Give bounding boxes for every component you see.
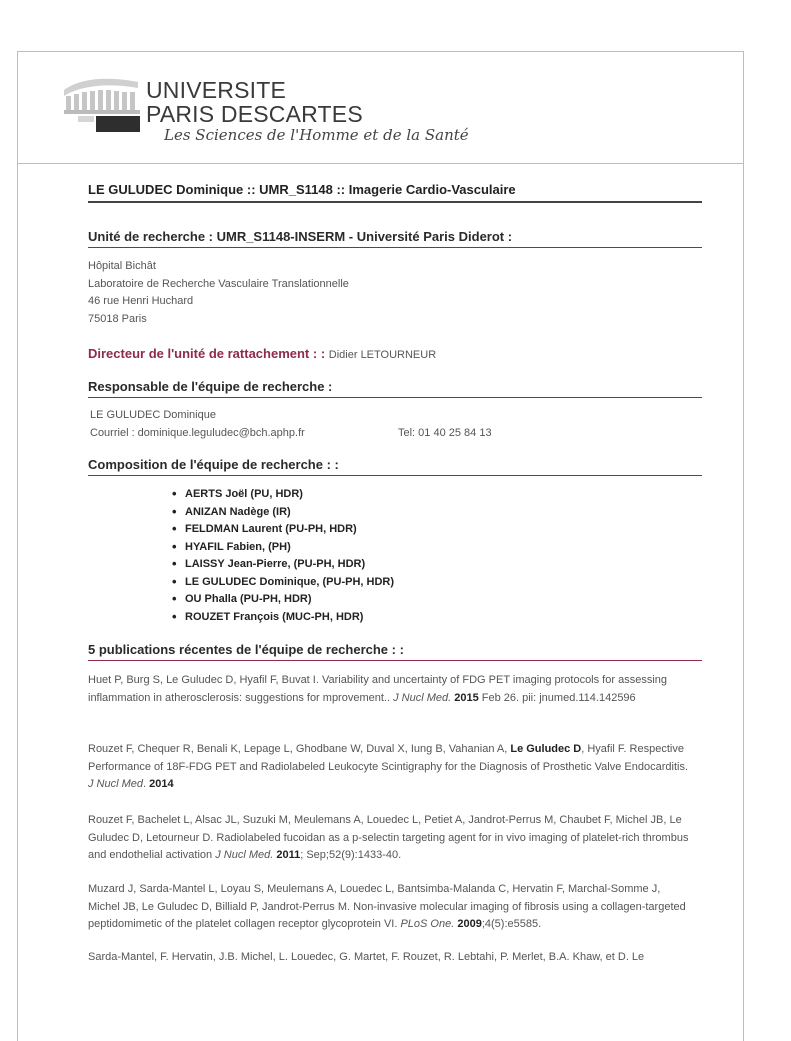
list-item: • OU Phalla (PU-PH, HDR) bbox=[172, 591, 394, 609]
composition-section-title: Composition de l'équipe de recherche : : bbox=[88, 457, 702, 476]
logo-title bbox=[146, 78, 363, 126]
publication-3 bbox=[88, 812, 694, 865]
university-logo bbox=[60, 70, 480, 150]
list-item: • AERTS Joël (PU, HDR) bbox=[172, 486, 394, 504]
address-line-2: Laboratoire de Recherche Vasculaire Translationnelle bbox=[88, 278, 349, 290]
publication-2-pre: Rouzet F, Chequer R, Benali K, Lepage L, Ghodbane W, Duval X, Iung B, Vahanian A, bbox=[88, 743, 511, 755]
responsible-phone: Tel: 01 40 25 84 13 bbox=[398, 427, 492, 439]
publication-2-journal: J Nucl Med bbox=[88, 778, 144, 790]
logo-title-line-2: PARIS DESCARTES bbox=[146, 101, 363, 127]
header bbox=[18, 52, 743, 164]
publication-5-text: Sarda-Mantel, F. Hervatin, J.B. Michel, L. Louedec, G. Martet, F. Rouzet, R. Lebtahi, P. Merlet, B.A. Khaw, et D. Le bbox=[88, 951, 645, 963]
director-line bbox=[88, 346, 436, 361]
publication-2-sep: . bbox=[143, 778, 150, 790]
publication-1-year: 2015 bbox=[454, 691, 479, 704]
publication-2 bbox=[88, 741, 694, 794]
director-label: Directeur de l'unité de rattachement : : bbox=[88, 346, 326, 361]
responsible-section-title: Responsable de l'équipe de recherche : bbox=[88, 379, 702, 398]
publication-3-year: 2011 bbox=[276, 849, 301, 861]
university-emblem-icon bbox=[60, 72, 144, 134]
unit-section-title: Unité de recherche : UMR_S1148-INSERM - Université Paris Diderot : bbox=[88, 229, 702, 248]
publication-1-journal: J Nucl Med. bbox=[393, 691, 452, 704]
publication-3-rest: ; Sep;52(9):1433-40. bbox=[300, 849, 402, 861]
publication-1-rest: Feb 26. pii: jnumed.114.142596 bbox=[478, 691, 636, 704]
publication-1-text: Huet P, Burg S, Le Guludec D, Hyafil F, Buvat I. Variability and uncertainty of FDG PET imaging protocols for assessing inflammation in atherosclerosis: suggestions for mprovement.. bbox=[88, 674, 667, 704]
list-item: • LAISSY Jean-Pierre, (PU-PH, HDR) bbox=[172, 556, 394, 574]
address-line-4: 75018 Paris bbox=[88, 313, 147, 325]
publications-section-title: 5 publications récentes de l'équipe de recherche : : bbox=[88, 642, 702, 661]
publication-1 bbox=[88, 672, 694, 707]
list-item: • ROUZET François (MUC-PH, HDR) bbox=[172, 609, 394, 627]
publication-4-rest: ;4(5):e5585. bbox=[481, 918, 542, 930]
publication-5 bbox=[88, 949, 694, 967]
publication-2-year: 2014 bbox=[149, 778, 174, 790]
publication-3-text: Rouzet F, Bachelet L, Alsac JL, Suzuki M, Meulemans A, Louedec L, Petiet A, Jandrot-Perrus M, Chaubet F, Michel JB, Le Guludec D, Letourneur D. Radiolabeled fucoidan as a p-selectin targeting agent for in vivo imaging of platelet-rich thrombus and endothelial activation bbox=[88, 814, 689, 861]
responsible-email: Courriel : dominique.leguludec@bch.aphp.fr bbox=[90, 427, 305, 439]
address-line-3: 46 rue Henri Huchard bbox=[88, 295, 194, 307]
page-title: LE GULUDEC Dominique :: UMR_S1148 :: Imagerie Cardio-Vasculaire bbox=[88, 182, 702, 203]
list-item: • ANIZAN Nadège (IR) bbox=[172, 504, 394, 522]
page-frame bbox=[17, 51, 744, 1041]
logo-title-line-1: UNIVERSITE bbox=[146, 77, 287, 103]
member-list bbox=[172, 486, 394, 626]
publication-3-journal: J Nucl Med. bbox=[215, 849, 274, 861]
publication-4-year: 2009 bbox=[457, 918, 482, 930]
responsible-name: LE GULUDEC Dominique bbox=[90, 409, 216, 421]
publication-4-text: Muzard J, Sarda-Mantel L, Loyau S, Meulemans A, Louedec L, Bantsimba-Malanda C, Hervatin F, Marchal-Somme J, Michel JB, Le Guludec D, Billiald P, Jandrot-Perrus M. Non-invasive molecular imaging of fibrosis using a collagen-targeted peptidomimetic of the platelet collagen receptor glycoprotein VI. bbox=[88, 883, 686, 930]
list-item: • FELDMAN Laurent (PU-PH, HDR) bbox=[172, 521, 394, 539]
publication-2-text: , Hyafil F. Respective Performance of 18F-FDG PET and Radiolabeled Leukocyte Scintigraphy for the Diagnosis of Prosthetic Valve Endocarditis. bbox=[88, 743, 689, 773]
publication-4-journal: PLoS One. bbox=[400, 918, 455, 930]
logo-subtitle: Les Sciences de l'Homme et de la Santé bbox=[164, 126, 469, 144]
publication-2-author-highlight: Le Guludec D bbox=[510, 743, 582, 755]
address-line-1: Hôpital Bichât bbox=[88, 260, 156, 272]
list-item: • LE GULUDEC Dominique, (PU-PH, HDR) bbox=[172, 574, 394, 592]
publication-4 bbox=[88, 881, 694, 934]
list-item: • HYAFIL Fabien, (PH) bbox=[172, 539, 394, 557]
director-name: Didier LETOURNEUR bbox=[328, 349, 437, 361]
